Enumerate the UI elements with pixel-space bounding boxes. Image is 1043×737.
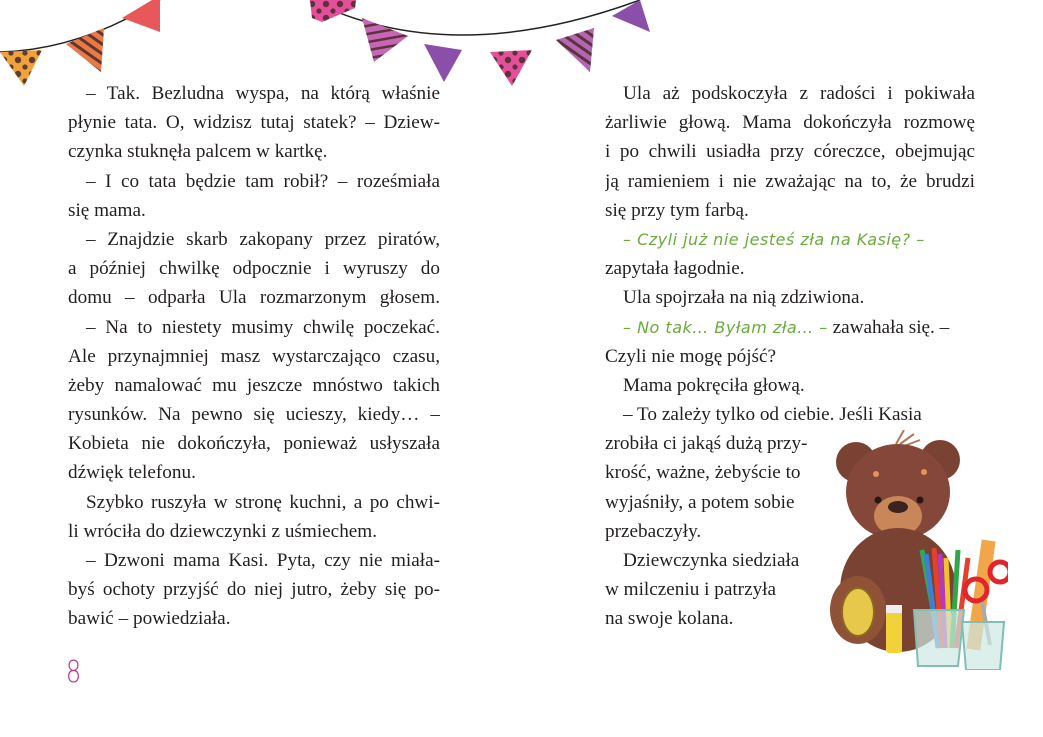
bunting-flag bbox=[490, 50, 532, 86]
dialogue-line bbox=[605, 225, 975, 254]
bunting-flag bbox=[122, 0, 160, 32]
bunting-flag bbox=[66, 28, 104, 72]
text-line: krość, ważne, żebyście to bbox=[605, 462, 801, 484]
text-line: – I co tata będzie tam robił? – roześmiała bbox=[86, 170, 440, 192]
teddy-bear-illustration bbox=[828, 430, 1008, 670]
text-line: Mama pokręciła głową. bbox=[623, 374, 805, 396]
text-line: się mama. bbox=[68, 199, 146, 221]
text-line: Kobieta nie dokończyła, ponieważ usłyszała bbox=[68, 433, 440, 455]
text-line: zrobiła ci jakąś dużą przy- bbox=[605, 433, 808, 455]
text-line: w milczeniu i patrzyła bbox=[605, 579, 777, 601]
page-number: 8 bbox=[65, 655, 82, 690]
text-line: żeby namalować mu jeszcze mnóstwo takich bbox=[68, 374, 440, 396]
text-line: się przy tym farbą. bbox=[605, 199, 749, 221]
text-line: przebaczyły. bbox=[605, 520, 702, 542]
handwritten-dialogue: – Czyli już nie jesteś zła na Kasię? – bbox=[623, 229, 925, 249]
dialogue-line bbox=[605, 313, 975, 342]
text-line: płynie tata. O, widzisz tutaj statek? – Dziew- bbox=[68, 112, 440, 134]
text-line: Dziewczynka siedziała bbox=[623, 550, 800, 571]
handwritten-dialogue: – No tak… Byłam zła… – bbox=[623, 317, 828, 337]
text-line: – Znajdzie skarb zakopany przez piratów, bbox=[86, 228, 440, 250]
text-line: na swoje kolana. bbox=[605, 608, 734, 630]
bunting-flag bbox=[0, 50, 42, 86]
text-line: Czyli nie mogę pójść? bbox=[605, 345, 777, 367]
text-line: ją ramieniem i nie zważając na to, że brudzi bbox=[605, 170, 975, 192]
text-line: – Dzwoni mama Kasi. Pyta, czy nie miała- bbox=[86, 550, 440, 571]
text-line: a później chwilkę odpocznie i wyruszy do bbox=[68, 258, 440, 280]
text-line: li wróciła do dziewczynki z uśmiechem. bbox=[68, 520, 378, 542]
text-line: byś ochoty przyjść do niej jutro, żeby się po- bbox=[68, 579, 440, 601]
text-line: bawić – powiedziała. bbox=[68, 608, 231, 630]
text-line: rysunków. Na pewno się ucieszy, kiedy… – bbox=[68, 404, 440, 426]
text-line: i po chwili usiadła przy córeczce, obejmując bbox=[605, 141, 975, 163]
text-line: żarliwie głową. Mama dokończyła rozmowę bbox=[605, 112, 975, 134]
text-line: Ale przynajmniej masz wystarczająco czasu, bbox=[68, 345, 440, 367]
text-line: Ula aż podskoczyła z radości i pokiwała bbox=[623, 83, 975, 104]
text-line: – Na to niestety musimy chwilę poczekać. bbox=[86, 316, 440, 338]
bunting-flag bbox=[612, 0, 650, 32]
bunting-flag bbox=[310, 0, 356, 22]
text-line: – Tak. Bezludna wyspa, na którą właśnie bbox=[86, 83, 440, 104]
text-line: Szybko ruszyła w stronę kuchni, a po chwi- bbox=[86, 491, 440, 513]
bunting-flag bbox=[424, 44, 462, 82]
text-line: domu – odparła Ula rozmarzonym głosem. bbox=[68, 287, 440, 309]
left-column-text bbox=[68, 79, 440, 634]
bunting-flag bbox=[556, 28, 594, 72]
text-line: czynka stuknęła palcem w kartkę. bbox=[68, 141, 328, 163]
bunting-flag bbox=[362, 18, 408, 62]
text-line: dźwięk telefonu. bbox=[68, 462, 196, 484]
text-line: wyjaśniły, a potem sobie bbox=[605, 491, 795, 513]
text-line: Ula spojrzała na nią zdziwiona. bbox=[623, 287, 865, 309]
text-line: zapytała łagodnie. bbox=[605, 258, 745, 280]
text-line: – To zależy tylko od ciebie. Jeśli Kasia bbox=[623, 404, 922, 426]
text-fragment: zawahała się. – bbox=[827, 316, 950, 338]
